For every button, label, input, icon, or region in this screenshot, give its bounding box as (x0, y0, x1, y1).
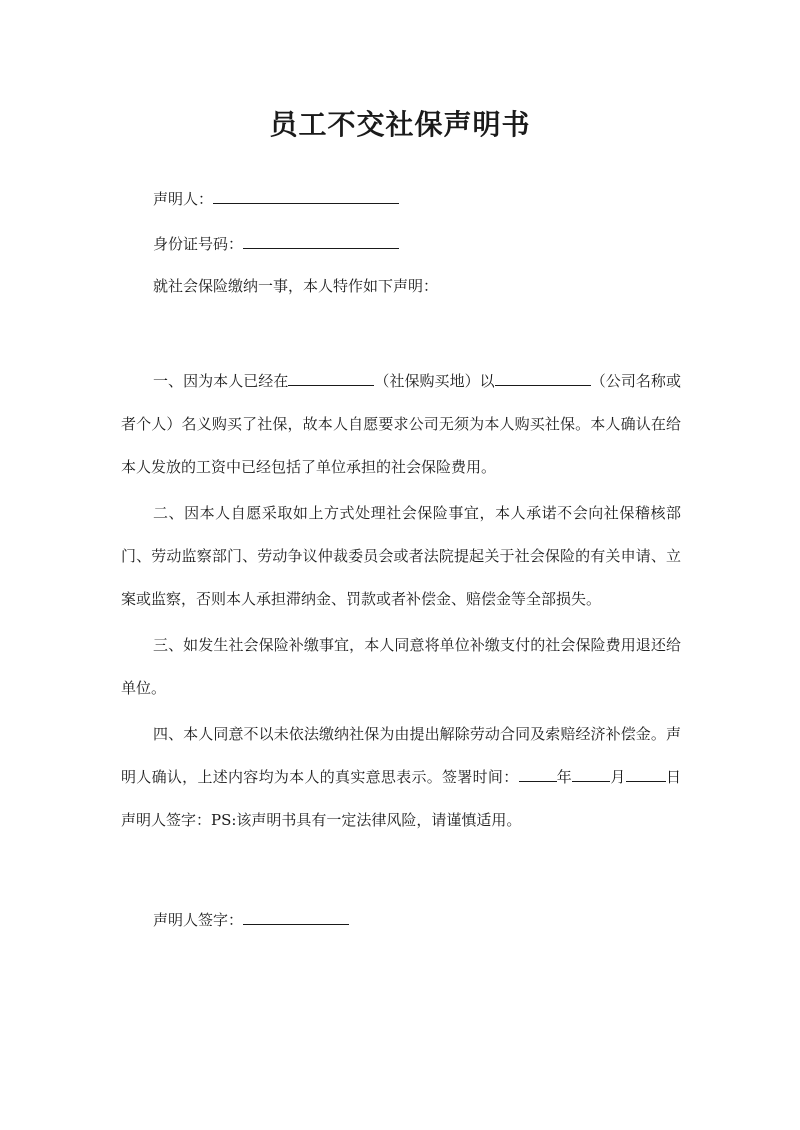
year-label: 年 (556, 768, 573, 786)
declarant-blank[interactable] (213, 185, 399, 204)
intro-statement: 就社会保险缴纳一事，本人特作如下声明： (153, 277, 439, 295)
month-label: 月 (610, 768, 626, 786)
clause-3: 三、如发生社会保险补缴事宜，本人同意将单位补缴支付的社会保险费用退还给单位。 (121, 636, 681, 697)
id-number-field (153, 230, 399, 256)
declarant-field (153, 185, 399, 211)
clause-1 (121, 360, 681, 489)
clause-4-part-a: 四、本人同意不以未依法缴纳社保为由提出解除劳动合同及索赔经济补偿金。声明人确认，上述内容均为本人的真实意思表示。签署时间： (121, 725, 681, 786)
year-blank[interactable] (519, 763, 557, 782)
clause-1-part-a: 一、因为本人已经在 (153, 372, 289, 390)
declaration-body (121, 360, 681, 842)
document-title: 员工不交社保声明书 (269, 108, 531, 141)
id-number-blank[interactable] (243, 230, 399, 249)
id-number-label: 身份证号码： (153, 235, 244, 253)
clause-1-part-b: （社保购买地）以 (374, 372, 495, 390)
signature-blank[interactable] (243, 906, 349, 925)
clause-2: 二、因本人自愿采取如上方式处理社会保险事宜，本人承诺不会向社保稽核部门、劳动监察部门、劳动争议仲裁委员会或者法院提起关于社会保险的有关申请、立案或监察，否则本人承担滞纳金、罚款或者补偿金、赔偿金等全部损失。 (121, 504, 681, 608)
month-blank[interactable] (572, 763, 610, 782)
declarant-label: 声明人： (153, 190, 214, 208)
clause-4 (121, 713, 681, 842)
signature-field (153, 906, 349, 932)
day-blank[interactable] (626, 763, 666, 782)
clause-1-part-c: （公司名称或者个人）名义购买了社保，故本人自愿要求公司无须为本人购买社保。本人确认在给本人发放的工资中已经包括了单位承担的社会保险费用。 (121, 372, 681, 476)
insurance-location-blank[interactable] (288, 367, 374, 386)
clause-4-part-b: 日声明人签字：PS:该声明书具有一定法律风险，请谨慎适用。 (121, 768, 681, 829)
company-name-blank[interactable] (495, 367, 591, 386)
signature-label: 声明人签字： (153, 911, 244, 929)
